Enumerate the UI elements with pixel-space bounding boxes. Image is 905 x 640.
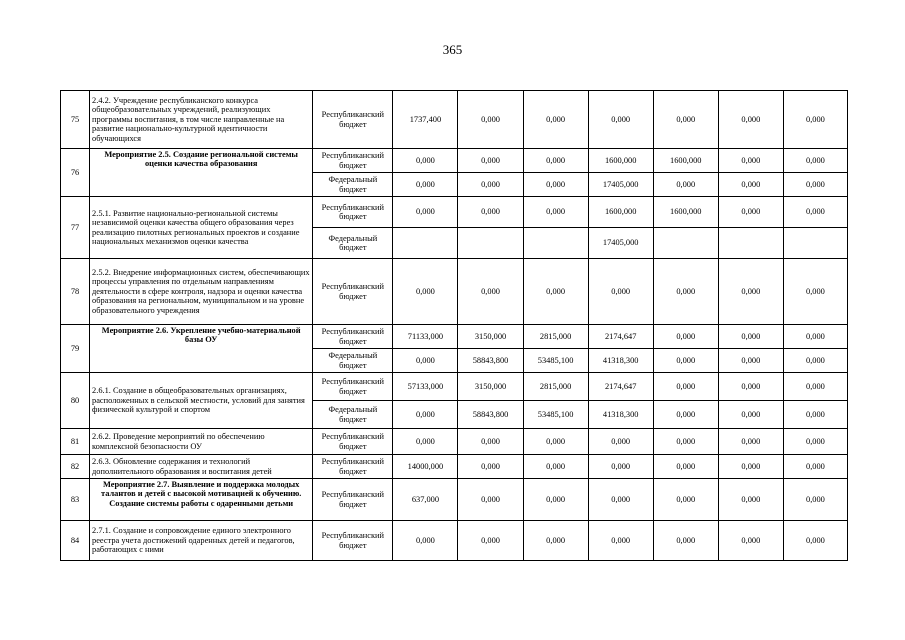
amount-cell: 1737,400 xyxy=(393,91,458,149)
amount-cell xyxy=(458,228,523,259)
amount-cell: 0,000 xyxy=(653,91,718,149)
amount-cell: 0,000 xyxy=(393,197,458,228)
amount-cell: 0,000 xyxy=(718,429,783,455)
activity-name: Мероприятие 2.5. Создание региональной системы оценки качества образования xyxy=(90,149,313,197)
amount-cell: 0,000 xyxy=(653,521,718,561)
amount-cell: 0,000 xyxy=(588,91,653,149)
amount-cell: 0,000 xyxy=(718,173,783,197)
amount-cell: 0,000 xyxy=(783,401,847,429)
amount-cell: 57133,000 xyxy=(393,373,458,401)
row-number: 80 xyxy=(61,373,90,429)
row-number: 81 xyxy=(61,429,90,455)
amount-cell xyxy=(523,228,588,259)
funding-source: Федеральный бюджет xyxy=(313,173,393,197)
amount-cell: 41318,300 xyxy=(588,349,653,373)
amount-cell: 0,000 xyxy=(523,197,588,228)
amount-cell: 58843,800 xyxy=(458,401,523,429)
amount-cell: 1600,000 xyxy=(653,149,718,173)
funding-source: Республиканский бюджет xyxy=(313,521,393,561)
activity-name: 2.4.2. Учреждение республиканского конкурса общеобразовательных учреждений, реализующих программы воспитания, в том числе направленные на развитие национально-культурной идентичности обучающихся xyxy=(90,91,313,149)
funding-source: Республиканский бюджет xyxy=(313,149,393,173)
amount-cell: 0,000 xyxy=(523,455,588,479)
amount-cell: 0,000 xyxy=(523,521,588,561)
amount-cell: 2815,000 xyxy=(523,325,588,349)
amount-cell: 0,000 xyxy=(523,429,588,455)
amount-cell: 637,000 xyxy=(393,479,458,521)
amount-cell: 0,000 xyxy=(653,349,718,373)
amount-cell: 0,000 xyxy=(718,401,783,429)
amount-cell: 0,000 xyxy=(783,373,847,401)
amount-cell: 0,000 xyxy=(653,373,718,401)
amount-cell: 14000,000 xyxy=(393,455,458,479)
amount-cell: 0,000 xyxy=(783,429,847,455)
table-row xyxy=(61,373,848,401)
amount-cell: 0,000 xyxy=(718,149,783,173)
amount-cell: 0,000 xyxy=(783,325,847,349)
amount-cell: 0,000 xyxy=(523,259,588,325)
table-row xyxy=(61,429,848,455)
amount-cell: 0,000 xyxy=(458,479,523,521)
table-row xyxy=(61,455,848,479)
amount-cell: 0,000 xyxy=(458,259,523,325)
amount-cell: 0,000 xyxy=(783,521,847,561)
activity-name: 2.5.2. Внедрение информационных систем, обеспечивающих процессы управления по отдельным направлениям деятельности в сфере контроля, надзора и оценки качества образования на региональном, муниципальном и на уровне образовательного учреждения xyxy=(90,259,313,325)
amount-cell: 0,000 xyxy=(783,91,847,149)
amount-cell: 0,000 xyxy=(588,521,653,561)
amount-cell: 0,000 xyxy=(718,325,783,349)
amount-cell: 1600,000 xyxy=(588,197,653,228)
funding-source: Республиканский бюджет xyxy=(313,479,393,521)
amount-cell: 0,000 xyxy=(393,149,458,173)
amount-cell: 0,000 xyxy=(588,455,653,479)
amount-cell: 1600,000 xyxy=(588,149,653,173)
row-number: 82 xyxy=(61,455,90,479)
amount-cell: 0,000 xyxy=(783,455,847,479)
row-number: 76 xyxy=(61,149,90,197)
activity-name: 2.6.2. Проведение мероприятий по обеспечению комплексной безопасности ОУ xyxy=(90,429,313,455)
amount-cell: 0,000 xyxy=(783,259,847,325)
amount-cell: 0,000 xyxy=(393,429,458,455)
amount-cell xyxy=(783,228,847,259)
amount-cell: 0,000 xyxy=(653,479,718,521)
table-row xyxy=(61,521,848,561)
amount-cell: 17405,000 xyxy=(588,173,653,197)
amount-cell xyxy=(653,228,718,259)
row-number: 84 xyxy=(61,521,90,561)
page-number: 365 xyxy=(442,42,463,57)
amount-cell xyxy=(393,228,458,259)
table-row xyxy=(61,197,848,228)
row-number: 77 xyxy=(61,197,90,259)
amount-cell: 0,000 xyxy=(718,91,783,149)
amount-cell: 0,000 xyxy=(718,373,783,401)
amount-cell: 3150,000 xyxy=(458,325,523,349)
amount-cell: 0,000 xyxy=(783,197,847,228)
activity-name: Мероприятие 2.6. Укрепление учебно-материальной базы ОУ xyxy=(90,325,313,373)
amount-cell: 17405,000 xyxy=(588,228,653,259)
table-row xyxy=(61,149,848,173)
funding-source: Республиканский бюджет xyxy=(313,373,393,401)
amount-cell xyxy=(718,228,783,259)
amount-cell: 0,000 xyxy=(393,401,458,429)
funding-source: Федеральный бюджет xyxy=(313,349,393,373)
row-number: 75 xyxy=(61,91,90,149)
amount-cell: 53485,100 xyxy=(523,401,588,429)
amount-cell: 0,000 xyxy=(718,197,783,228)
budget-table xyxy=(60,90,848,561)
amount-cell: 2174,647 xyxy=(588,373,653,401)
amount-cell: 0,000 xyxy=(588,479,653,521)
amount-cell: 0,000 xyxy=(523,479,588,521)
table-row xyxy=(61,259,848,325)
amount-cell: 0,000 xyxy=(458,429,523,455)
amount-cell: 53485,100 xyxy=(523,349,588,373)
funding-source: Республиканский бюджет xyxy=(313,197,393,228)
table-row xyxy=(61,91,848,149)
amount-cell: 0,000 xyxy=(653,429,718,455)
row-number: 83 xyxy=(61,479,90,521)
amount-cell: 0,000 xyxy=(783,173,847,197)
amount-cell: 0,000 xyxy=(523,91,588,149)
amount-cell: 0,000 xyxy=(393,349,458,373)
funding-source: Федеральный бюджет xyxy=(313,401,393,429)
amount-cell: 0,000 xyxy=(458,521,523,561)
activity-name: 2.6.3. Обновление содержания и технологий дополнительного образования и воспитания детей xyxy=(90,455,313,479)
amount-cell: 0,000 xyxy=(458,91,523,149)
amount-cell: 0,000 xyxy=(653,401,718,429)
amount-cell: 0,000 xyxy=(393,521,458,561)
funding-source: Республиканский бюджет xyxy=(313,455,393,479)
amount-cell: 0,000 xyxy=(718,259,783,325)
amount-cell: 41318,300 xyxy=(588,401,653,429)
amount-cell: 1600,000 xyxy=(653,197,718,228)
amount-cell: 2815,000 xyxy=(523,373,588,401)
amount-cell: 0,000 xyxy=(718,455,783,479)
amount-cell: 0,000 xyxy=(458,455,523,479)
amount-cell: 0,000 xyxy=(393,173,458,197)
amount-cell: 0,000 xyxy=(523,149,588,173)
amount-cell: 2174,647 xyxy=(588,325,653,349)
amount-cell: 0,000 xyxy=(458,149,523,173)
amount-cell: 0,000 xyxy=(783,479,847,521)
table-row xyxy=(61,325,848,349)
activity-name: 2.7.1. Создание и сопровождение единого электронного реестра учета достижений одаренных детей и педагогов, работающих с ними xyxy=(90,521,313,561)
amount-cell: 0,000 xyxy=(588,429,653,455)
funding-source: Республиканский бюджет xyxy=(313,259,393,325)
activity-name: Мероприятие 2.7. Выявление и поддержка молодых талантов и детей с высокой мотивацией к обучению. Создание системы работы с одаренными детьми xyxy=(90,479,313,521)
amount-cell: 0,000 xyxy=(458,197,523,228)
row-number: 78 xyxy=(61,259,90,325)
amount-cell: 0,000 xyxy=(653,325,718,349)
activity-name: 2.6.1. Создание в общеобразовательных организациях, расположенных в сельской местности, условий для занятия физической культурой и спортом xyxy=(90,373,313,429)
amount-cell: 71133,000 xyxy=(393,325,458,349)
funding-source: Республиканский бюджет xyxy=(313,325,393,349)
activity-name: 2.5.1. Развитие национально-региональной системы независимой оценки качества общего образования через реализацию пилотных региональных проектов и создание национальных механизмов оценки качества xyxy=(90,197,313,259)
row-number: 79 xyxy=(61,325,90,373)
amount-cell: 0,000 xyxy=(588,259,653,325)
amount-cell: 0,000 xyxy=(718,521,783,561)
amount-cell: 3150,000 xyxy=(458,373,523,401)
amount-cell: 0,000 xyxy=(783,349,847,373)
amount-cell: 0,000 xyxy=(653,259,718,325)
amount-cell: 58843,800 xyxy=(458,349,523,373)
funding-source: Республиканский бюджет xyxy=(313,429,393,455)
amount-cell: 0,000 xyxy=(653,173,718,197)
amount-cell: 0,000 xyxy=(653,455,718,479)
amount-cell: 0,000 xyxy=(458,173,523,197)
amount-cell: 0,000 xyxy=(718,349,783,373)
amount-cell: 0,000 xyxy=(393,259,458,325)
funding-source: Федеральный бюджет xyxy=(313,228,393,259)
amount-cell: 0,000 xyxy=(783,149,847,173)
amount-cell: 0,000 xyxy=(718,479,783,521)
amount-cell: 0,000 xyxy=(523,173,588,197)
funding-source: Республиканский бюджет xyxy=(313,91,393,149)
table-row xyxy=(61,479,848,521)
